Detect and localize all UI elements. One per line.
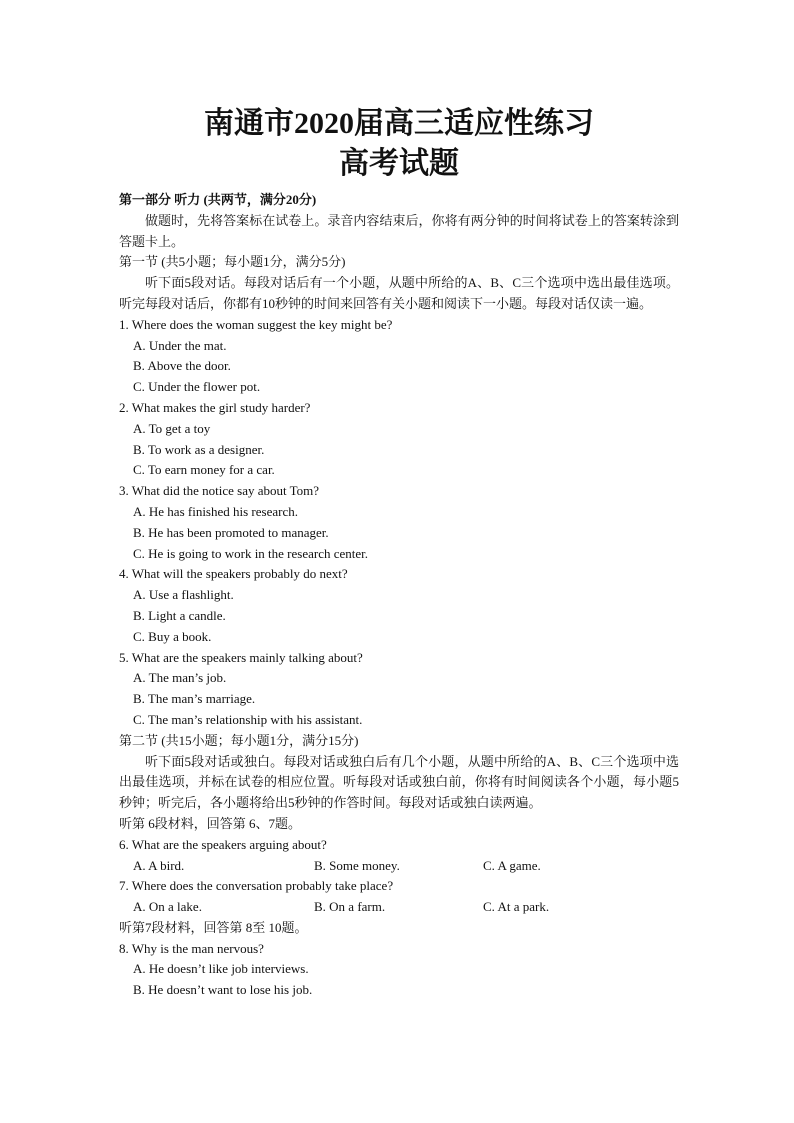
question-5: 5. What are the speakers mainly talking about? (119, 649, 363, 665)
option-6c: C. A game. (483, 857, 541, 873)
question-2: 2. What makes the girl study harder? (119, 399, 311, 415)
options-row-7 (119, 897, 679, 918)
option-6a: A. A bird. (133, 857, 185, 873)
option-1b: B. Above the door. (133, 358, 231, 374)
option-4c: C. Buy a book. (133, 628, 212, 644)
option-6b: B. Some money. (314, 857, 400, 873)
option-5b: B. The man’s marriage. (133, 691, 256, 707)
material-7-heading: 听第7段材料，回答第 8至 10题。 (119, 919, 308, 935)
exam-subtitle: 高考试题 (339, 147, 459, 180)
question-6: 6. What are the speakers arguing about? (119, 836, 327, 852)
option-7b: B. On a farm. (314, 899, 386, 915)
option-3c: C. He is going to work in the research center. (133, 545, 369, 561)
section1-heading: 第一节 (共5小题；每小题1分，满分5分) (119, 254, 346, 270)
option-8b: B. He doesn’t want to lose his job. (133, 982, 313, 998)
option-7c: C. At a park. (483, 899, 550, 915)
question-4: 4. What will the speakers probably do next? (119, 566, 348, 582)
section2-instructions: 听下面5段对话或独白。每段对话或独白后有几个小题，从题中所给的A、B、C三个选项中选出最佳选项，并标在试卷的相应位置。听每段对话或独白前，你将有时间阅读各个小题，每小题5秒钟；听完后，各小题将给出5秒钟的作答时间。每段对话或独白读两遍。 (119, 753, 679, 811)
part1-heading: 第一部分 听力 (共两节，满分20分) (119, 192, 317, 207)
option-5a: A. The man’s job. (133, 670, 227, 686)
exam-page (119, 104, 679, 1001)
question-7: 7. Where does the conversation probably take place? (119, 878, 394, 894)
section2-heading: 第二节 (共15小题；每小题1分，满分15分) (119, 732, 359, 748)
option-7a: A. On a lake. (133, 899, 202, 915)
option-2a: A. To get a toy (133, 420, 211, 436)
exam-title: 南通市2020届高三适应性练习 (204, 107, 594, 140)
option-3a: A. He has finished his research. (133, 503, 298, 519)
option-4b: B. Light a candle. (133, 607, 226, 623)
option-2c: C. To earn money for a car. (133, 462, 275, 478)
option-1c: C. Under the flower pot. (133, 379, 261, 395)
options-row-6 (119, 856, 679, 877)
question-3: 3. What did the notice say about Tom? (119, 483, 320, 499)
material-6-heading: 听第 6段材料，回答第 6、7题。 (119, 815, 302, 831)
part1-instructions: 做题时，先将答案标在试卷上。录音内容结束后，你将有两分钟的时间将试卷上的答案转涂到答题卡上。 (119, 212, 679, 249)
question-8: 8. Why is the man nervous? (119, 940, 264, 956)
option-2b: B. To work as a designer. (133, 441, 265, 457)
option-4a: A. Use a flashlight. (133, 587, 234, 603)
section1-instructions: 听下面5段对话。每段对话后有一个小题，从题中所给的A、B、C三个选项中选出最佳选项。听完每段对话后，你都有10秒钟的时间来回答有关小题和阅读下一小题。每段对话仅读一遍。 (119, 275, 679, 311)
option-3b: B. He has been promoted to manager. (133, 524, 329, 540)
question-1: 1. Where does the woman suggest the key might be? (119, 316, 393, 332)
option-8a: A. He doesn’t like job interviews. (133, 961, 309, 977)
option-5c: C. The man’s relationship with his assistant. (133, 711, 363, 727)
option-1a: A. Under the mat. (133, 337, 227, 353)
